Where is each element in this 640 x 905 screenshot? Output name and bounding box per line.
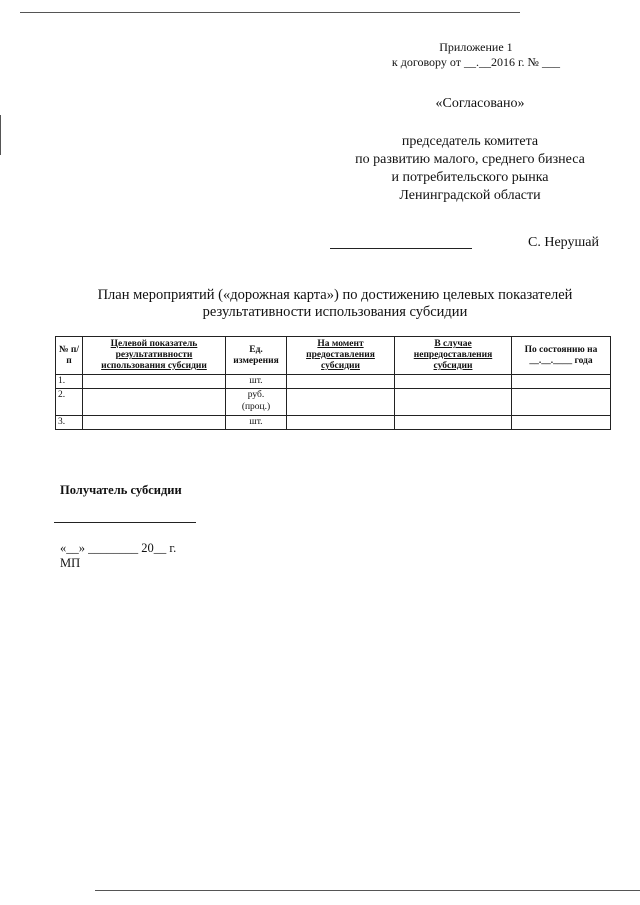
cell-as-of [512, 389, 611, 416]
cell-no-grant [395, 389, 512, 416]
cell-as-of [512, 416, 611, 430]
signer-name: С. Нерушай [528, 235, 599, 250]
col-header-at-grant: На момент предоставления субсидии [287, 337, 395, 375]
approver-line: и потребительского рынка [391, 170, 549, 185]
cell-unit: шт. [226, 416, 287, 430]
table-row [56, 375, 611, 389]
cell-indicator [83, 389, 226, 416]
plan-title-line: результативности использования субсидии [202, 304, 468, 320]
cell-at-grant [287, 389, 395, 416]
stamp-label: МП [60, 556, 81, 570]
scan-artifact-top [20, 12, 520, 13]
approver-title [330, 133, 610, 205]
signature-line [330, 248, 472, 249]
scan-artifact-left [0, 115, 1, 155]
appendix-title: Приложение 1 [439, 40, 513, 54]
recipient-label: Получатель субсидии [60, 483, 182, 497]
cell-unit: руб. (проц.) [226, 389, 287, 416]
cell-indicator [83, 416, 226, 430]
cell-number: 2. [56, 389, 83, 416]
date-field: «__» ________ 20__ г. [60, 541, 177, 555]
table-row [56, 389, 611, 416]
appendix-contract-ref: к договору от __.__2016 г. № ___ [391, 55, 560, 69]
cell-at-grant [287, 375, 395, 389]
col-header-indicator: Целевой показатель результативности использования субсидии [83, 337, 226, 375]
recipient-signature-line [54, 522, 196, 523]
cell-number: 3. [56, 416, 83, 430]
approver-line: Ленинградской области [399, 188, 541, 203]
table-header-row [56, 337, 611, 375]
col-header-unit: Ед. измерения [226, 337, 287, 375]
col-header-as-of: По состоянию на __.__.____ года [512, 337, 611, 375]
col-header-no-grant: В случае непредоставления субсидии [395, 337, 512, 375]
table-row [56, 416, 611, 430]
roadmap-table [55, 336, 611, 430]
scan-artifact-bottom [95, 890, 640, 891]
cell-number: 1. [56, 375, 83, 389]
col-header-number: № п/п [56, 337, 83, 375]
cell-at-grant [287, 416, 395, 430]
cell-no-grant [395, 375, 512, 389]
cell-unit: шт. [226, 375, 287, 389]
approver-line: председатель комитета [401, 134, 539, 149]
approver-line: по развитию малого, среднего бизнеса [355, 152, 585, 167]
plan-title [60, 287, 610, 321]
cell-indicator [83, 375, 226, 389]
plan-title-line: План мероприятий («дорожная карта») по достижению целевых показателей [97, 287, 573, 303]
approval-stamp: «Согласовано» [435, 96, 525, 111]
cell-no-grant [395, 416, 512, 430]
appendix-header [392, 40, 560, 70]
cell-as-of [512, 375, 611, 389]
